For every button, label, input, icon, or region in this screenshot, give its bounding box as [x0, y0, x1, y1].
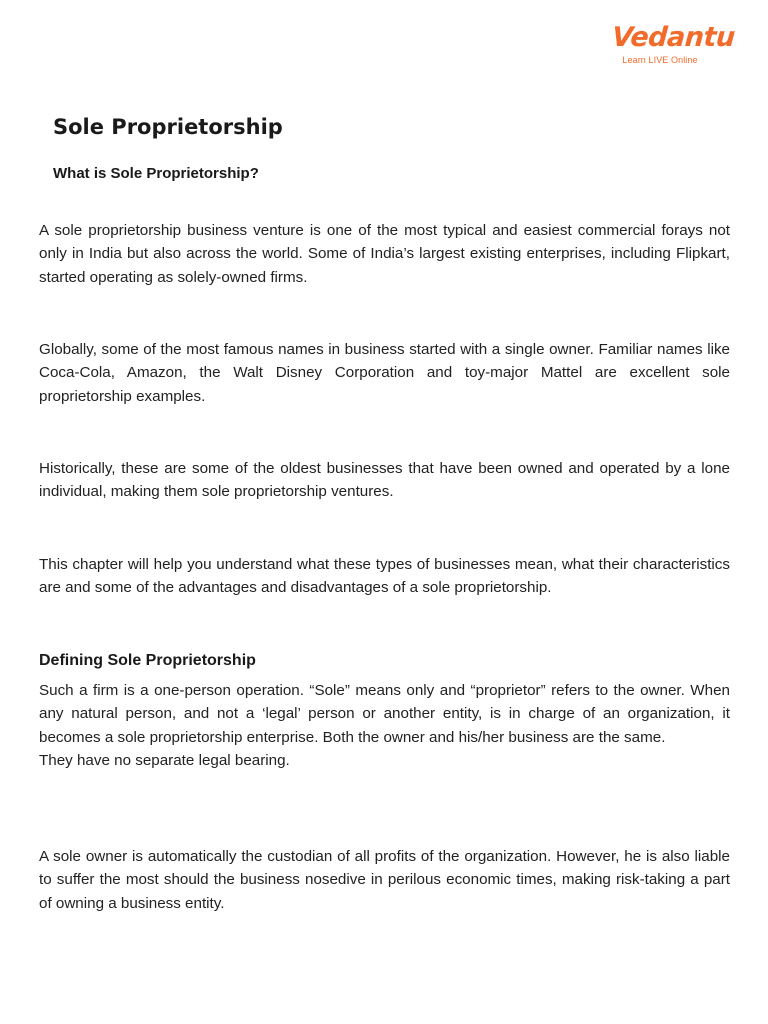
page-title: Sole Proprietorship: [53, 115, 283, 139]
vedantu-logo[interactable]: [610, 22, 736, 65]
paragraph-definition-block: [39, 679, 730, 772]
paragraph-intro: A sole proprietorship business venture is one of the most typical and easiest commercial forays not only in India but also across the world. Some of India’s largest existing enterprises, including Flipkart, started operating as solely-owned firms.: [39, 222, 730, 286]
logo-tagline: Learn LIVE Online: [622, 55, 698, 65]
logo-wordmark: Vedantu: [610, 22, 736, 53]
paragraph-history: Historically, these are some of the oldest businesses that have been owned and operated by a lone individual, making them sole proprietorship ventures.: [39, 460, 730, 501]
paragraph-profits-liability: A sole owner is automatically the custodian of all profits of the organization. However, he is also liable to suffer the most should the business nosedive in perilous economic times, making risk-taking a part of owning a business entity.: [39, 848, 730, 912]
section-question: What is Sole Proprietorship?: [53, 165, 259, 182]
paragraph-definition: Such a firm is a one-person operation. “Sole” means only and “proprietor” refers to the owner. When any natural person, and not a ‘legal’ person or another entity, is in charge of an organization, it becomes a sole proprietorship enterprise. Both the owner and his/her business are the same.: [39, 682, 730, 746]
paragraph-chapter-overview: This chapter will help you understand what these types of businesses mean, what their characteristics are and some of the advantages and disadvantages of a sole proprietorship.: [39, 556, 730, 597]
section-heading-defining: Defining Sole Proprietorship: [39, 652, 256, 669]
paragraph-legal-bearing: They have no separate legal bearing.: [39, 751, 290, 769]
paragraph-global-examples: Globally, some of the most famous names in business started with a single owner. Familiar names like Coca-Cola, Amazon, the Walt Disney Corporation and toy-major Mattel are excellent sole proprietorship examples.: [39, 341, 730, 405]
